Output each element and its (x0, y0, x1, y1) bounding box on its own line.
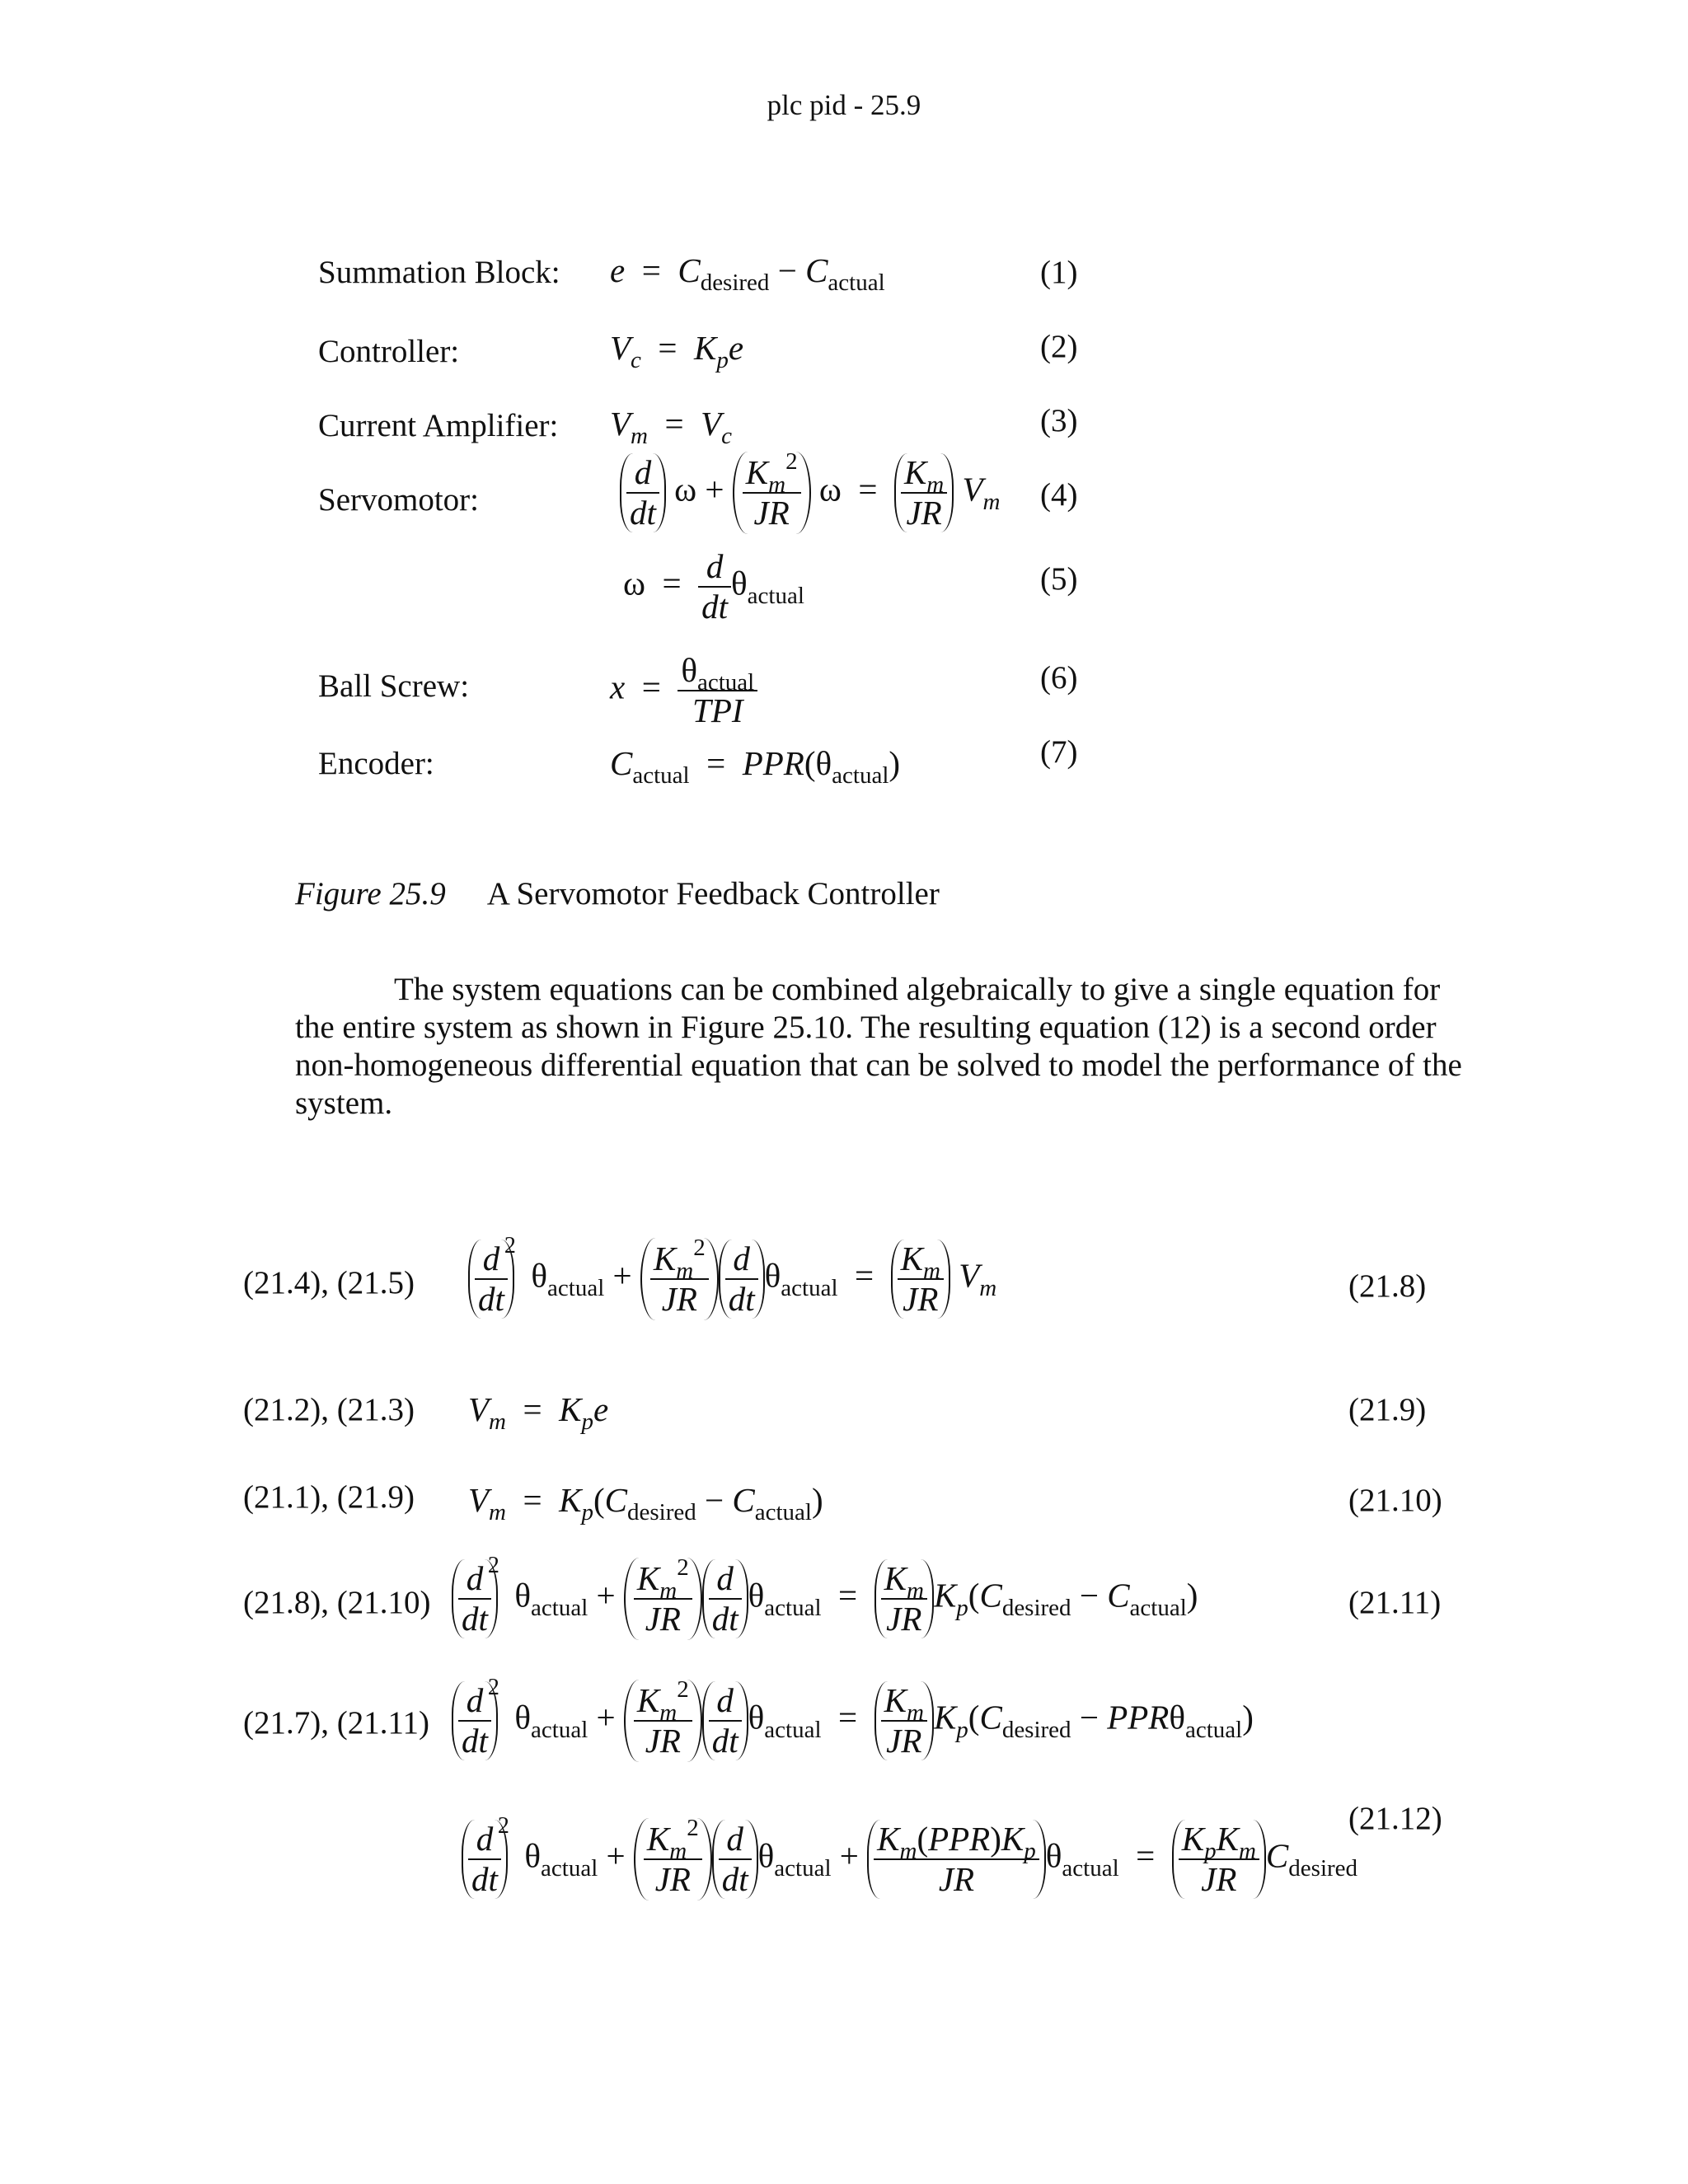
equation-summation: $e = C_{desired} - C_{actual}$ (610, 251, 885, 296)
label-controller: Controller: (318, 334, 460, 369)
equation-number: (21.9) (1348, 1392, 1427, 1427)
equation-derivation-11: $\frac{d}{dt}$ 2 $\theta_{actual}$ + $\frac{K_m^2}{JR}$ $\frac{d}{dt}$ $\theta_{actual}$ = $\frac{K_m}{JR}$ $K_p(C_{desired} - C_{actual})$ (452, 1558, 1198, 1640)
equation-number: (5) (1040, 561, 1078, 597)
running-header: plc pid - 25.9 (767, 89, 921, 121)
equation-ball-screw: x = $\frac{\theta_{actual}}{\text{TPI}}$ (610, 651, 757, 730)
equation-derivation-8: $\frac{d}{dt}$ 2 $\theta_{actual}$ + $\frac{K_m^2}{JR}$ $\frac{d}{dt}$ $\theta_{actual}$ = $\frac{K_m}{JR}$ $V_m$ (468, 1238, 996, 1320)
equation-derivation-12: $\frac{d}{dt}$ 2 $\theta_{actual}$ + $\frac{K_m^2}{JR}$ $\frac{d}{dt}$ $\theta_{actual}$ + $\frac{K_m(PPR)K_p}{JR}$ $\theta_{actual}$ = $\frac{K_pK_m}{JR}$ $C_{desired}$ (462, 1818, 1357, 1900)
equation-derivation-9: $V_m = K_pe$ (468, 1390, 609, 1435)
equation-number: (21.12) (1348, 1801, 1442, 1836)
label-servomotor: Servomotor: (318, 482, 479, 518)
label-ball-screw: Ball Screw: (318, 668, 470, 704)
equation-omega: ω = $\frac{d}{dt}$ $\theta_{actual}$ (623, 547, 804, 626)
derivation-refs: (21.1), (21.9) (243, 1479, 415, 1515)
derivation-refs: (21.8), (21.10) (243, 1585, 431, 1620)
equation-derivation-10: $V_m = K_p(C_{desired} - C_{actual})$ (468, 1481, 823, 1526)
equation-encoder: $C_{actual} = PPR(\theta_{actual})$ (610, 744, 901, 789)
equation-current-amplifier: $V_m = V_c$ (610, 405, 733, 449)
derivation-refs: (21.7), (21.11) (243, 1705, 430, 1741)
equation-number: (21.10) (1348, 1483, 1442, 1518)
figure-number: Figure 25.9 (295, 876, 446, 912)
derivation-refs: (21.4), (21.5) (243, 1265, 415, 1301)
label-summation-block: Summation Block: (318, 255, 560, 290)
figure-caption (295, 875, 940, 912)
equation-controller: $V_c = K_pe$ (610, 329, 744, 373)
equation-number: (6) (1040, 660, 1078, 696)
equation-number: (7) (1040, 734, 1078, 770)
equation-number: (4) (1040, 477, 1078, 513)
equation-number: (21.8) (1348, 1268, 1427, 1304)
equation-number: (21.11) (1348, 1585, 1442, 1620)
equation-derivation-encoder-sub: $\frac{d}{dt}$ 2 $\theta_{actual}$ + $\frac{K_m^2}{JR}$ $\frac{d}{dt}$ $\theta_{actual}$ = $\frac{K_m}{JR}$ $K_p(C_{desired} - PPR\theta_{actual})$ (452, 1680, 1254, 1762)
label-encoder: Encoder: (318, 746, 434, 781)
figure-title: A Servomotor Feedback Controller (486, 876, 940, 912)
equation-number: (3) (1040, 403, 1078, 438)
equation-number: (2) (1040, 329, 1078, 364)
derivation-refs: (21.2), (21.3) (243, 1392, 415, 1427)
equation-servomotor: $\frac{d}{dt}$ ω + $\frac{K_m^2}{JR}$ ω = $\frac{K_m}{JR}$ $V_m$ (620, 452, 1001, 534)
equation-number: (1) (1040, 255, 1078, 290)
label-current-amplifier: Current Amplifier: (318, 408, 559, 443)
body-paragraph: The system equations can be combined algebraically to give a single equation for the entire system as shown in Figure 25.10. The resulting equation (12) is a second order non-homogeneous differential equation that can be solved to model the performance of the system. (295, 972, 1462, 1121)
